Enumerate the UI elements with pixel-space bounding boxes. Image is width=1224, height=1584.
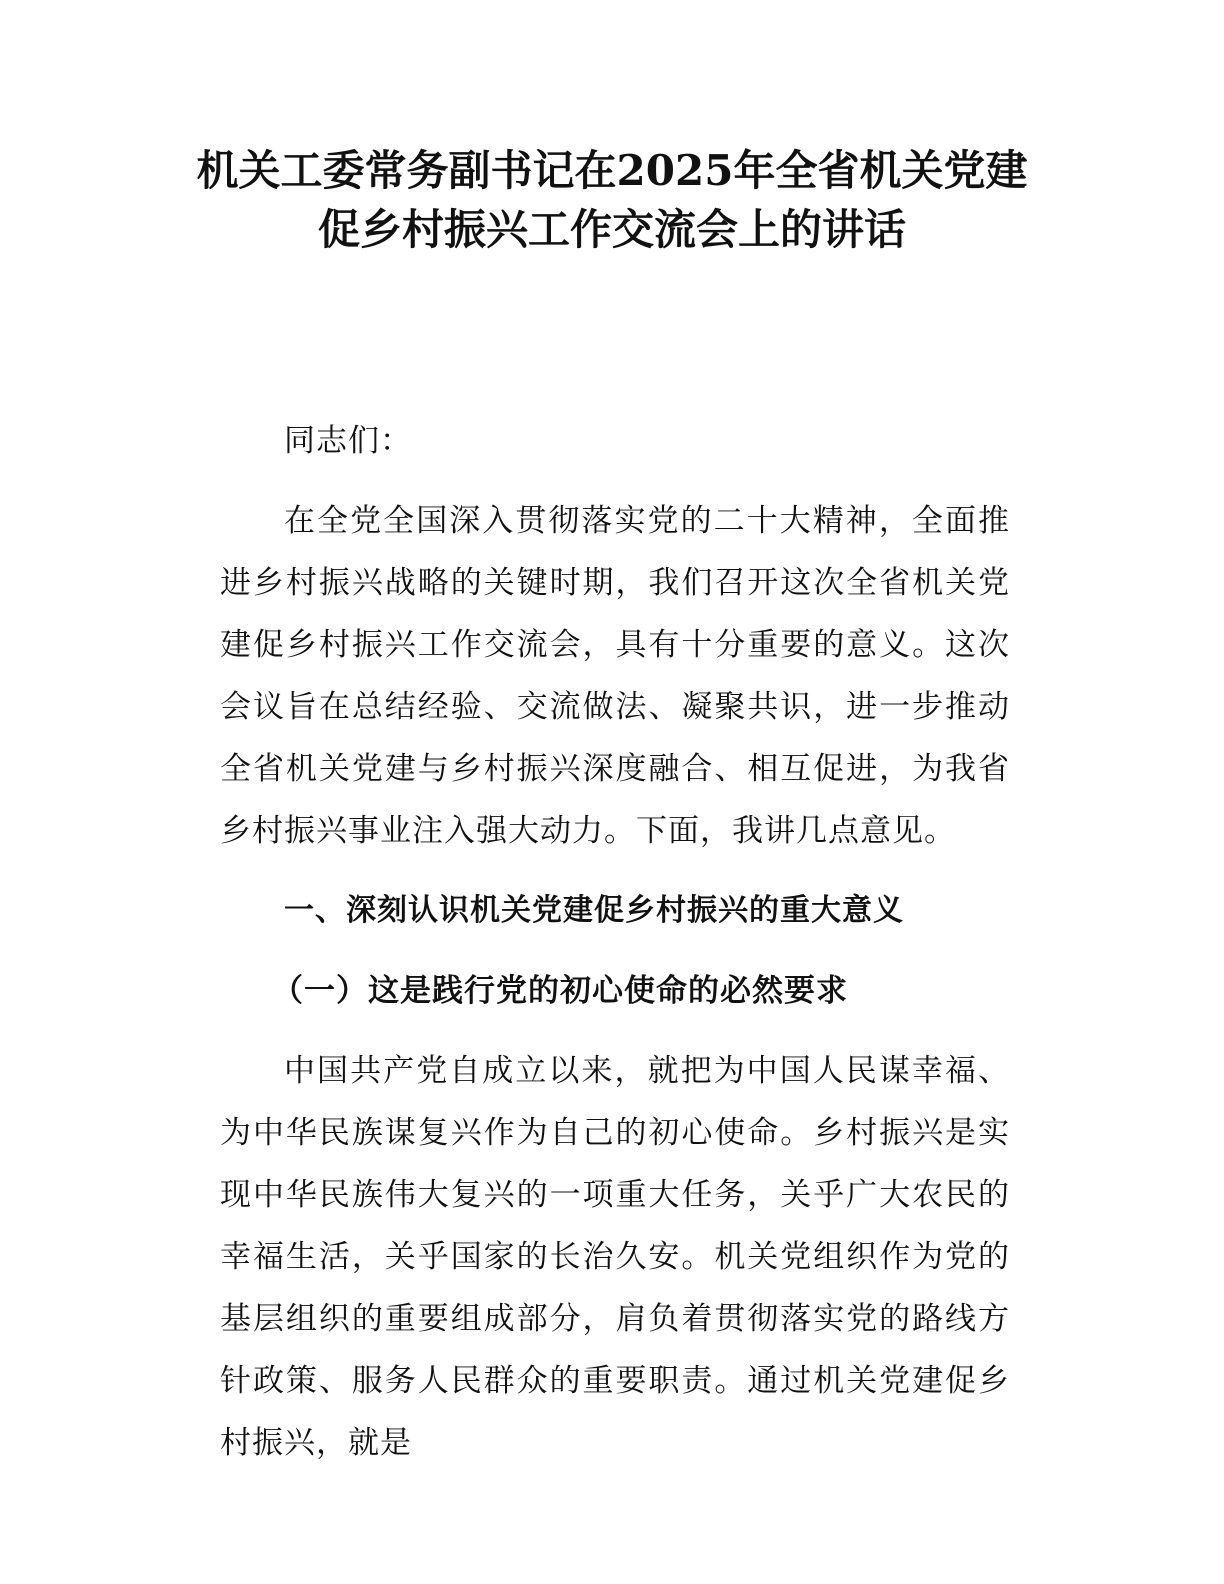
subsection-heading-1: （一）这是践行党的初心使命的必然要求 [272,973,848,1009]
document-title-line-2: 促乡村振兴工作交流会上的讲话 [317,205,906,254]
intro-paragraph: 在全党全国深入贯彻落实党的二十大精神，全面推进乡村振兴战略的关键时期，我们召开这次全省机关党建促乡村振兴工作交流会，具有十分重要的意义。这次会议旨在总结经验、交流做法、凝聚共识，进一步推动全省机关党建与乡村振兴深度融合、相互促进，为我省乡村振兴事业注入强大动力。下面，我讲几点意见。 [220,503,1010,849]
body-paragraph: 中国共产党自成立以来，就把为中国人民谋幸福、为中华民族谋复兴作为自己的初心使命。乡村振兴是实现中华民族伟大复兴的一项重大任务，关乎广大农民的幸福生活，关乎国家的长治久安。机关党组织作为党的基层组织的重要组成部分，肩负着贯彻落实党的路线方针政策、服务人民群众的重要职责。通过机关党建促乡村振兴，就是 [220,1053,1010,1461]
salutation: 同志们： [284,423,412,459]
document-title-line-1: 机关工委常务副书记在2025年全省机关党建 [196,146,1028,195]
section-heading-1: 一、深刻认识机关党建促乡村振兴的重大意义 [284,893,904,928]
